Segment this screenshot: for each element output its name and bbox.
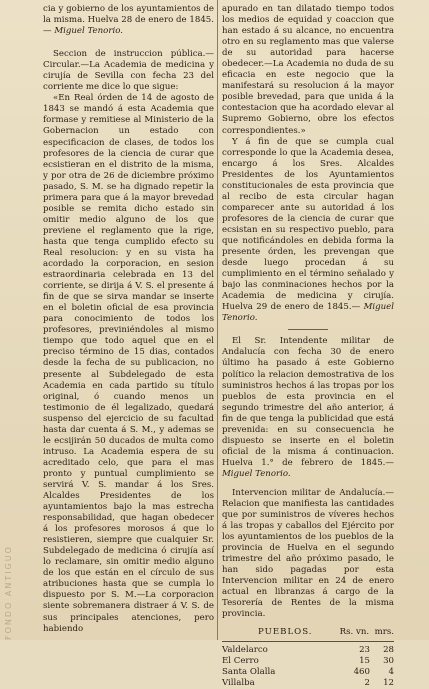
top-paragraph-text: cia y gobierno de los ayuntamientos de la misma. Huelva 28 de enero de 1845.—: [43, 4, 214, 37]
table-row: [222, 667, 394, 678]
row-rs: 2: [364, 677, 370, 688]
row-place: El Cerro: [222, 655, 259, 666]
row-place: Valdelarco: [222, 644, 268, 655]
table-row: [222, 645, 394, 656]
header-rs: Rs. vn.: [339, 626, 370, 637]
second-signature: Miguel Tenorio.: [222, 302, 394, 324]
row-rs: 23: [359, 644, 370, 655]
column-divider: [217, 0, 218, 640]
table-row: [222, 656, 394, 667]
intendente-signature: Miguel Tenorio.: [222, 468, 291, 479]
left-column: [43, 0, 214, 640]
row-mrs: 30: [383, 655, 394, 666]
header-mrs: mrs.: [374, 626, 394, 637]
row-mrs: 4: [388, 666, 394, 677]
second-paragraph: [222, 137, 394, 325]
second-paragraph-text: Y á fin de que se cumpla cual corresponde lo que la Academia desea, encargo á los Sres. Alcaldes Presidentes de los Ayuntamientos constitucionales de esta provincia que al recibo de esta circular hagan comparecer ante su autoridad á los profesores de la ciencia de curar que ecsistan en su respectivo pueblo, para que notificándoles en debida forma la presente órden, les prevengan que desde luego procedan á su cumplimiento en el término señalado y bajo las conminaciones hechos por la Academia de medicina y cirujía. Huelva 29 de enero de 1845.—: [222, 136, 394, 313]
continuation-paragraph: apurado en tan dilatado tiempo todos los medios de equidad y coaccion que han estado á su alcance, no encuentra otro en su reglamento mas que valerse de su autoridad para hacerse obedecer.—La Academia no duda de su eficacia en este negocio que la manifestará su resolucion á la mayor posible brevedad, para que unida á la contestacion que ha acordado elevar al Supremo Gobierno, obre los efectos correspondientes.»: [222, 4, 394, 136]
section-paragraph: Seccion de instruccion pública.—Circular.—La Academia de medicina y cirujía de Sevilla con fecha 23 del corriente me dice lo que sigue:: [43, 49, 214, 93]
table-header: [222, 627, 394, 638]
intendente-paragraph-text: El Sr. Intendente militar de Andalucía con fecha 30 de enero último ha pasado á este Gobierno político la relacion demostrativa de los suministros hechos á las tropas por los pueblos de esta provincia en el segundo trimestre del año anterior, á fin de que tenga la publicidad que está prevenida: en su consecuencia he dispuesto se inserte en el boletin oficial de la misma á continuacion. Huelva 1.° de febrero de 1845.—: [222, 336, 394, 468]
row-place: Santa Olalla: [222, 666, 276, 677]
header-pueblos: PUEBLOS.: [258, 626, 313, 637]
top-signature: Miguel Tenorio.: [54, 26, 123, 37]
section-divider: [288, 329, 328, 330]
row-mrs: 28: [383, 644, 394, 655]
quote-paragraph: «En Real órden de 14 de agosto de 1843 se mandó á esta Academia que formase y remitiese al Ministerio de la Gobernacion un estado con especificacion de clases, de todos los profesores de la ciencia de curar que ecsistieran en el distrito de la misma, y por otra de 26 de diciembre próximo pasado, S. M. se ha dignado repetir la primera para que á la mayor brevedad posible se remita dicho estado sin omitir medio alguno de los que previene el reglamento que la rige, hasta que tenga cumplido efecto su Real resolucion: y en su vista ha acordado la corporacion, en sesion estraordinaria celebrada en 13 del corriente, se dirija á V. S. el presente á fin de que se sirva mandar se inserte en el boletin oficial de esa provincia para conocimiento de todos los profesores, previniéndoles al mismo tiempo que todo aquel que en el preciso término de 15 dias, contados desde la fecha de su publicacion, no presente al Subdelegado de esta Academia en cada partido su título original, ó cuando menos un testimonio de él legalizado, quedará suspenso del ejercicio de su facultad hasta dar cuenta á S. M., y ademas se le ecsijirán 50 ducados de multa como intruso. La Academia espera de su acreditado celo, que para el mas pronto y puntual cumplimiento se servirá V. S. mandar á los Sres. Alcaldes Presidentes de los ayuntamientos bajo la mas estrecha responsabilidad, que hagan obedecer á los profesores morosos á que lo resistieren, siempre que cualquier Sr. Subdelegado de medicina ó cirujía así lo reclamare, sin omitir medio alguno de los que están en el círculo de sus atribuciones hasta que se cumpla lo dispuesto por S. M.—La corporacion siente sobremanera distraer á V. S. de sus principales atenciones, pero habiendo: [43, 93, 214, 634]
table-body: [222, 645, 394, 689]
table-row: [222, 678, 394, 689]
intendente-paragraph: [222, 336, 394, 480]
top-paragraph: [43, 4, 214, 37]
row-mrs: 12: [383, 677, 394, 688]
header-currency: [340, 627, 394, 638]
right-column: [222, 0, 394, 688]
intervencion-paragraph: Intervencion militar de Andalucía.—Relacion que manifiesta las cantidades que por suministros de víveres hechos á las tropas y caballos del Ejército por los ayuntamientos de los pueblos de la provincia de Huelva en el segundo trimestre del año próximo pasado, le han sido pagadas por esta Intervencion militar en 24 de enero actual en libranzas á cargo de la Tesorería de Rentes de la misma provincia.: [222, 487, 394, 620]
table-rule: [222, 641, 394, 642]
row-rs: 15: [359, 655, 370, 666]
archive-stamp: FONDO ANTIGUO: [4, 545, 13, 640]
row-place: Villalba: [222, 677, 255, 688]
row-rs: 460: [353, 666, 370, 677]
